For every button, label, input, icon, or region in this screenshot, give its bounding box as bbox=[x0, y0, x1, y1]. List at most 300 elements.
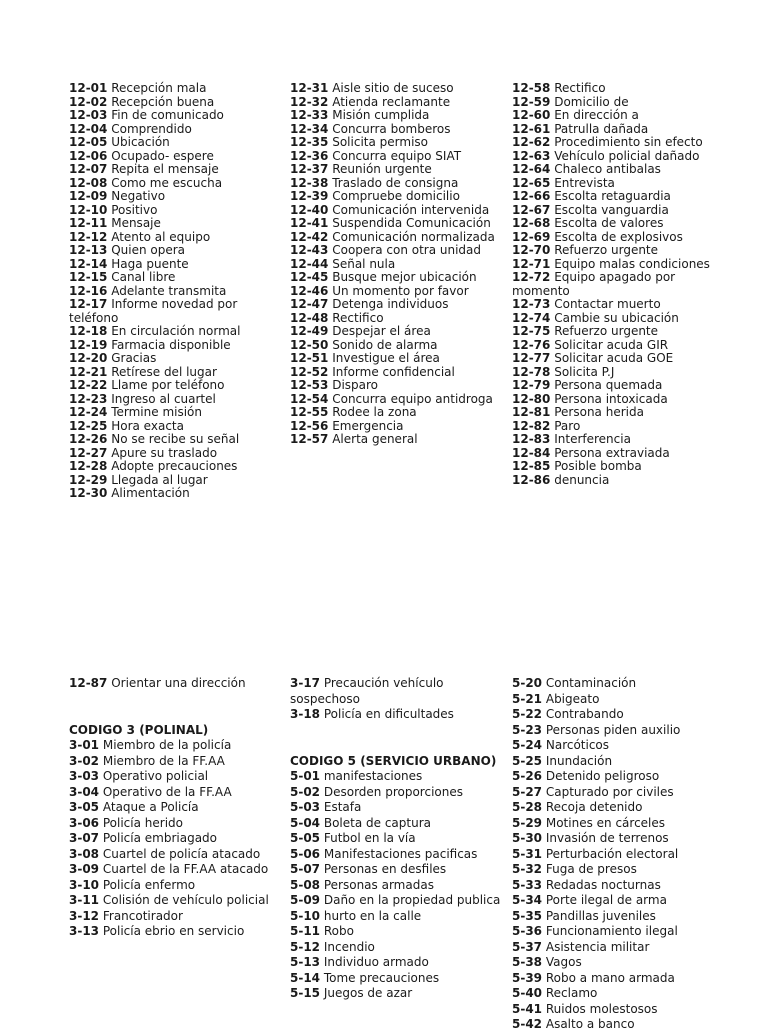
code-number: 5-06 bbox=[290, 846, 321, 861]
code-number: 12-30 bbox=[69, 486, 108, 500]
code-number: 12-78 bbox=[512, 364, 551, 379]
code-number: 12-52 bbox=[290, 364, 329, 379]
code-entry bbox=[512, 1017, 727, 1033]
code-number: 3-01 bbox=[69, 738, 100, 752]
code-entry bbox=[69, 816, 284, 832]
code-entry bbox=[290, 217, 505, 231]
code-number: 12-47 bbox=[290, 297, 329, 311]
code-description: Atento al equipo bbox=[111, 229, 211, 244]
code-number: 5-40 bbox=[512, 986, 543, 1000]
code-description: Positivo bbox=[111, 202, 158, 217]
code-description: denuncia bbox=[554, 472, 610, 487]
code-entry bbox=[290, 109, 505, 123]
code-description: Rodee la zona bbox=[332, 405, 417, 419]
code-description: Apure su traslado bbox=[111, 445, 218, 460]
code-entry bbox=[69, 285, 284, 299]
code-description: Orientar una dirección bbox=[111, 676, 246, 690]
code-entry bbox=[512, 406, 727, 420]
code-number: 12-07 bbox=[69, 162, 108, 176]
code-entry bbox=[69, 123, 284, 137]
code-description: Canal libre bbox=[111, 270, 176, 284]
code-number: 12-40 bbox=[290, 202, 329, 217]
code-number: 12-76 bbox=[512, 337, 551, 352]
code-entry bbox=[512, 785, 727, 801]
code-number: 5-33 bbox=[512, 877, 543, 892]
code-number: 12-38 bbox=[290, 175, 329, 190]
code-number: 12-70 bbox=[512, 243, 551, 257]
code-number: 12-39 bbox=[290, 189, 329, 203]
code-number: 5-07 bbox=[290, 862, 321, 876]
code-description: Hora exacta bbox=[111, 418, 184, 433]
code-entry bbox=[69, 487, 284, 501]
code-description: Individuo armado bbox=[323, 955, 429, 969]
code-entry bbox=[69, 366, 284, 380]
code-description: Paro bbox=[554, 418, 581, 433]
code-number: 5-20 bbox=[512, 676, 543, 690]
code-number: 3-09 bbox=[69, 862, 100, 876]
code-entry bbox=[69, 244, 284, 258]
code-entry bbox=[512, 258, 727, 272]
code-entry bbox=[69, 433, 284, 447]
code-entry bbox=[512, 676, 727, 692]
code-number: 12-45 bbox=[290, 270, 329, 284]
code-number: 3-08 bbox=[69, 846, 100, 861]
code-entry bbox=[290, 366, 505, 380]
code-entry bbox=[290, 862, 505, 878]
code-entry bbox=[290, 924, 505, 940]
code-entry bbox=[69, 339, 284, 353]
code-description: Motines en cárceles bbox=[545, 815, 666, 830]
code-entry bbox=[290, 707, 505, 723]
code-number: 12-81 bbox=[512, 405, 551, 419]
section-title-codigo-3: CODIGO 3 (POLINAL) bbox=[69, 722, 209, 737]
code-entry bbox=[512, 339, 727, 353]
code-entry bbox=[512, 298, 727, 312]
code-description: Aisle sitio de suceso bbox=[332, 81, 454, 95]
code-description: Personas armadas bbox=[323, 877, 434, 892]
code-number: 12-08 bbox=[69, 175, 108, 190]
code-number: 5-15 bbox=[290, 986, 321, 1000]
code-description: Detenido peligroso bbox=[545, 769, 660, 783]
code-number: 3-02 bbox=[69, 753, 100, 768]
code-entry bbox=[69, 204, 284, 218]
code-description: Ataque a Policía bbox=[102, 800, 199, 814]
code-description: Concurra equipo SIAT bbox=[332, 148, 462, 163]
code-description: Contaminación bbox=[545, 676, 637, 690]
code-description: Coopera con otra unidad bbox=[332, 243, 482, 257]
code-entry bbox=[512, 893, 727, 909]
code-number: 12-56 bbox=[290, 418, 329, 433]
code-number: 12-58 bbox=[512, 81, 551, 95]
code-description: Policía en dificultades bbox=[323, 707, 454, 721]
code-number: 3-11 bbox=[69, 893, 100, 907]
code-number: 12-63 bbox=[512, 148, 551, 163]
code-entry bbox=[290, 177, 505, 191]
codes-column-5-20-onward bbox=[512, 676, 727, 1033]
code-entry bbox=[290, 955, 505, 971]
code-description: Precaución vehículo sospechoso bbox=[290, 676, 444, 706]
code-number: 12-71 bbox=[512, 256, 551, 271]
code-description: Equipo malas condiciones bbox=[554, 256, 710, 271]
code-entry bbox=[512, 366, 727, 380]
code-description: Señal nula bbox=[332, 256, 396, 271]
code-entry bbox=[512, 217, 727, 231]
code-description: manifestaciones bbox=[323, 769, 423, 783]
code-number: 12-46 bbox=[290, 283, 329, 298]
code-number: 5-25 bbox=[512, 753, 543, 768]
code-entry bbox=[512, 352, 727, 366]
code-description: Escolta vanguardia bbox=[554, 202, 669, 217]
code-entry bbox=[512, 754, 727, 770]
code-entry bbox=[512, 204, 727, 218]
code-number: 12-34 bbox=[290, 121, 329, 136]
code-description: Escolta de explosivos bbox=[554, 229, 683, 244]
code-description: hurto en la calle bbox=[323, 908, 422, 923]
code-number: 5-28 bbox=[512, 800, 543, 814]
code-number: 12-43 bbox=[290, 243, 329, 257]
code-description: Pandillas juveniles bbox=[545, 908, 656, 923]
code-number: 5-13 bbox=[290, 955, 321, 969]
code-entry bbox=[69, 271, 284, 285]
code-entry bbox=[290, 800, 505, 816]
code-number: 5-21 bbox=[512, 691, 543, 706]
code-number: 12-26 bbox=[69, 432, 108, 446]
code-number: 12-04 bbox=[69, 121, 108, 136]
code-entry bbox=[290, 847, 505, 863]
code-description: En dirección a bbox=[554, 108, 639, 122]
code-entry bbox=[290, 123, 505, 137]
code-description: Atienda reclamante bbox=[332, 94, 451, 109]
code-entry bbox=[512, 862, 727, 878]
code-number: 5-22 bbox=[512, 707, 543, 721]
code-description: Persona extraviada bbox=[554, 445, 670, 460]
code-description: Misión cumplida bbox=[332, 108, 430, 122]
code-number: 12-77 bbox=[512, 351, 551, 365]
code-entry bbox=[69, 352, 284, 366]
code-number: 12-29 bbox=[69, 472, 108, 487]
code-entry bbox=[290, 325, 505, 339]
code-description: Personas piden auxilio bbox=[545, 722, 681, 737]
code-entry bbox=[290, 190, 505, 204]
code-entry bbox=[290, 204, 505, 218]
code-entry bbox=[69, 231, 284, 245]
code-entry bbox=[69, 325, 284, 339]
code-number: 5-39 bbox=[512, 970, 543, 985]
code-description: Informe novedad por teléfono bbox=[69, 297, 238, 325]
code-entry bbox=[512, 940, 727, 956]
code-description: Comunicación intervenida bbox=[332, 202, 490, 217]
code-description: Domicilio de bbox=[554, 94, 629, 109]
codes-column-12-01-to-12-30 bbox=[69, 82, 284, 501]
code-description: Invasión de terrenos bbox=[545, 831, 669, 845]
code-description: Fuga de presos bbox=[545, 862, 637, 876]
code-description: Personas en desfiles bbox=[323, 862, 447, 876]
code-description: Llegada al lugar bbox=[111, 472, 208, 487]
code-number: 12-65 bbox=[512, 175, 551, 190]
code-entry bbox=[290, 244, 505, 258]
code-number: 12-62 bbox=[512, 135, 551, 149]
code-entry bbox=[512, 707, 727, 723]
code-number: 12-80 bbox=[512, 391, 551, 406]
code-number: 12-87 bbox=[69, 676, 108, 690]
code-number: 3-05 bbox=[69, 800, 100, 814]
code-description: Cuartel de policía atacado bbox=[102, 846, 261, 861]
code-number: 3-12 bbox=[69, 908, 100, 923]
code-number: 3-04 bbox=[69, 784, 100, 799]
code-number: 5-08 bbox=[290, 877, 321, 892]
code-number: 12-09 bbox=[69, 189, 108, 203]
code-entry bbox=[69, 217, 284, 231]
code-description: Persona herida bbox=[554, 405, 644, 419]
code-description: Porte ilegal de arma bbox=[545, 893, 667, 907]
code-description: Boleta de captura bbox=[323, 815, 432, 830]
code-number: 12-61 bbox=[512, 121, 551, 136]
code-number: 12-41 bbox=[290, 216, 329, 230]
code-description: Rectifico bbox=[332, 310, 384, 325]
code-number: 12-36 bbox=[290, 148, 329, 163]
code-number: 12-83 bbox=[512, 432, 551, 446]
code-number: 12-73 bbox=[512, 297, 551, 311]
code-number: 5-10 bbox=[290, 908, 321, 923]
code-description: Robo a mano armada bbox=[545, 970, 675, 985]
code-description: Ocupado- espere bbox=[111, 148, 214, 163]
code-number: 12-79 bbox=[512, 378, 551, 392]
code-number: 5-14 bbox=[290, 970, 321, 985]
code-number: 12-10 bbox=[69, 202, 108, 217]
code-entry bbox=[69, 800, 284, 816]
code-number: 5-34 bbox=[512, 893, 543, 907]
code-entry bbox=[512, 109, 727, 123]
code-entry bbox=[69, 676, 284, 692]
code-number: 5-35 bbox=[512, 908, 543, 923]
code-description: Cambie su ubicación bbox=[554, 310, 679, 325]
code-description: Funcionamiento ilegal bbox=[545, 924, 678, 938]
code-number: 3-07 bbox=[69, 831, 100, 845]
code-description: Contactar muerto bbox=[554, 297, 661, 311]
code-number: 5-02 bbox=[290, 784, 321, 799]
code-entry bbox=[512, 96, 727, 110]
code-entry bbox=[512, 447, 727, 461]
code-number: 12-66 bbox=[512, 189, 551, 203]
code-description: Asalto a banco bbox=[545, 1017, 635, 1031]
code-description: Chaleco antibalas bbox=[554, 162, 661, 176]
code-number: 12-14 bbox=[69, 256, 108, 271]
code-description: Detenga individuos bbox=[332, 297, 449, 311]
code-description: Solicitar acuda GIR bbox=[554, 337, 669, 352]
code-description: Escolta de valores bbox=[554, 216, 664, 230]
code-entry bbox=[512, 177, 727, 191]
code-description: Un momento por favor bbox=[332, 283, 469, 298]
code-entry bbox=[290, 231, 505, 245]
code-number: 12-84 bbox=[512, 445, 551, 460]
code-entry bbox=[290, 676, 505, 707]
code-number: 12-75 bbox=[512, 324, 551, 338]
code-description: Perturbación electoral bbox=[545, 846, 679, 861]
code-number: 3-03 bbox=[69, 769, 100, 783]
code-entry bbox=[512, 271, 727, 298]
code-number: 5-41 bbox=[512, 1001, 543, 1016]
code-description: Sonido de alarma bbox=[332, 337, 438, 352]
code-entry bbox=[69, 393, 284, 407]
code-description: Fin de comunicado bbox=[111, 108, 224, 122]
code-entry bbox=[69, 847, 284, 863]
code-entry bbox=[512, 924, 727, 940]
code-entry bbox=[512, 231, 727, 245]
code-entry bbox=[290, 433, 505, 447]
code-entry bbox=[69, 136, 284, 150]
code-entry bbox=[512, 379, 727, 393]
code-entry bbox=[69, 298, 284, 325]
code-description: Operativo policial bbox=[102, 769, 209, 783]
code-number: 12-18 bbox=[69, 324, 108, 338]
code-description: Emergencia bbox=[332, 418, 404, 433]
code-number: 12-55 bbox=[290, 405, 329, 419]
code-description: Entrevista bbox=[554, 175, 615, 190]
code-number: 12-42 bbox=[290, 229, 329, 244]
code-number: 12-54 bbox=[290, 391, 329, 406]
code-number: 12-53 bbox=[290, 378, 329, 392]
code-description: Rectifico bbox=[554, 81, 606, 95]
code-entry bbox=[512, 769, 727, 785]
code-description: Recepción mala bbox=[111, 81, 207, 95]
code-entry bbox=[512, 123, 727, 137]
code-number: 5-38 bbox=[512, 955, 543, 969]
code-description: Alerta general bbox=[332, 432, 418, 446]
code-description: Escolta retaguardia bbox=[554, 189, 671, 203]
code-description: Persona intoxicada bbox=[554, 391, 668, 406]
code-description: Procedimiento sin efecto bbox=[554, 135, 703, 149]
code-entry bbox=[290, 312, 505, 326]
code-number: 12-49 bbox=[290, 324, 329, 338]
code-number: 3-18 bbox=[290, 707, 321, 721]
code-number: 12-11 bbox=[69, 216, 108, 230]
code-number: 5-01 bbox=[290, 769, 321, 783]
code-description: Adopte precauciones bbox=[111, 459, 238, 473]
code-description: Gracias bbox=[111, 351, 157, 365]
code-description: Contrabando bbox=[545, 707, 624, 721]
code-entry bbox=[512, 847, 727, 863]
code-entry bbox=[290, 150, 505, 164]
code-entry bbox=[512, 393, 727, 407]
code-entry bbox=[69, 474, 284, 488]
code-entry bbox=[69, 82, 284, 96]
code-description: Capturado por civiles bbox=[545, 784, 674, 799]
code-description: Ubicación bbox=[111, 135, 170, 149]
code-number: 5-12 bbox=[290, 939, 321, 954]
code-number: 3-13 bbox=[69, 924, 100, 938]
code-entry bbox=[290, 393, 505, 407]
code-description: Tome precauciones bbox=[323, 970, 440, 985]
code-entry bbox=[512, 831, 727, 847]
code-entry bbox=[512, 190, 727, 204]
code-number: 3-17 bbox=[290, 676, 321, 690]
code-number: 12-05 bbox=[69, 135, 108, 149]
code-number: 12-60 bbox=[512, 108, 551, 122]
code-number: 12-27 bbox=[69, 445, 108, 460]
code-entry bbox=[69, 878, 284, 894]
code-number: 12-64 bbox=[512, 162, 551, 176]
code-number: 3-06 bbox=[69, 815, 100, 830]
code-description: Recepción buena bbox=[111, 94, 215, 109]
code-number: 12-72 bbox=[512, 270, 551, 284]
code-description: No se recibe su señal bbox=[111, 432, 240, 446]
code-entry bbox=[290, 379, 505, 393]
code-entry bbox=[512, 971, 727, 987]
code-number: 12-35 bbox=[290, 135, 329, 149]
code-description: Concurra bomberos bbox=[332, 121, 451, 136]
code-description: Asistencia militar bbox=[545, 939, 650, 954]
code-number: 12-51 bbox=[290, 351, 329, 365]
code-entry bbox=[290, 258, 505, 272]
code-description: Mensaje bbox=[111, 216, 161, 230]
code-number: 12-57 bbox=[290, 432, 329, 446]
code-number: 5-31 bbox=[512, 846, 543, 861]
code-entry bbox=[69, 460, 284, 474]
code-description: Despejar el área bbox=[332, 324, 431, 338]
code-description: Retírese del lugar bbox=[111, 364, 217, 379]
code-entry bbox=[290, 82, 505, 96]
code-entry bbox=[512, 955, 727, 971]
code-description: Colisión de vehículo policial bbox=[102, 893, 269, 907]
code-entry bbox=[69, 109, 284, 123]
code-number: 12-69 bbox=[512, 229, 551, 244]
code-list bbox=[290, 769, 505, 1002]
code-description: Quien opera bbox=[111, 243, 186, 257]
code-number: 12-50 bbox=[290, 337, 329, 352]
code-list bbox=[290, 676, 505, 723]
code-entry bbox=[69, 420, 284, 434]
code-number: 5-29 bbox=[512, 815, 543, 830]
code-entry bbox=[512, 800, 727, 816]
code-entry bbox=[512, 460, 727, 474]
code-number: 12-20 bbox=[69, 351, 108, 365]
code-number: 12-12 bbox=[69, 229, 108, 244]
code-number: 12-02 bbox=[69, 94, 108, 109]
code-entry bbox=[69, 163, 284, 177]
codes-column-code-3 bbox=[69, 676, 284, 940]
code-description: Juegos de azar bbox=[323, 986, 413, 1000]
code-description: Policía herido bbox=[102, 815, 183, 830]
code-description: Posible bomba bbox=[554, 459, 642, 473]
code-description: Persona quemada bbox=[554, 378, 663, 392]
code-description: Estafa bbox=[323, 800, 362, 814]
code-description: Negativo bbox=[111, 189, 166, 203]
code-description: Alimentación bbox=[111, 486, 190, 500]
code-entry bbox=[290, 909, 505, 925]
code-description: Concurra equipo antidroga bbox=[332, 391, 493, 406]
code-number: 12-31 bbox=[290, 81, 329, 95]
code-entry bbox=[290, 420, 505, 434]
code-number: 5-09 bbox=[290, 893, 321, 907]
code-description: Comunicación normalizada bbox=[332, 229, 495, 244]
code-number: 12-23 bbox=[69, 391, 108, 406]
code-entry bbox=[69, 258, 284, 272]
code-description: Ruidos molestosos bbox=[545, 1001, 658, 1016]
code-description: Traslado de consigna bbox=[332, 175, 459, 190]
code-entry bbox=[69, 785, 284, 801]
code-number: 5-32 bbox=[512, 862, 543, 876]
code-number: 12-13 bbox=[69, 243, 108, 257]
code-number: 12-15 bbox=[69, 270, 108, 284]
code-number: 12-33 bbox=[290, 108, 329, 122]
code-number: 12-17 bbox=[69, 297, 108, 311]
code-entry bbox=[69, 924, 284, 940]
code-description: Disparo bbox=[332, 378, 379, 392]
code-entry bbox=[512, 150, 727, 164]
code-description: Comprendido bbox=[111, 121, 192, 136]
codes-column-12-58-to-12-86 bbox=[512, 82, 727, 487]
code-description: Manifestaciones pacificas bbox=[323, 846, 478, 861]
